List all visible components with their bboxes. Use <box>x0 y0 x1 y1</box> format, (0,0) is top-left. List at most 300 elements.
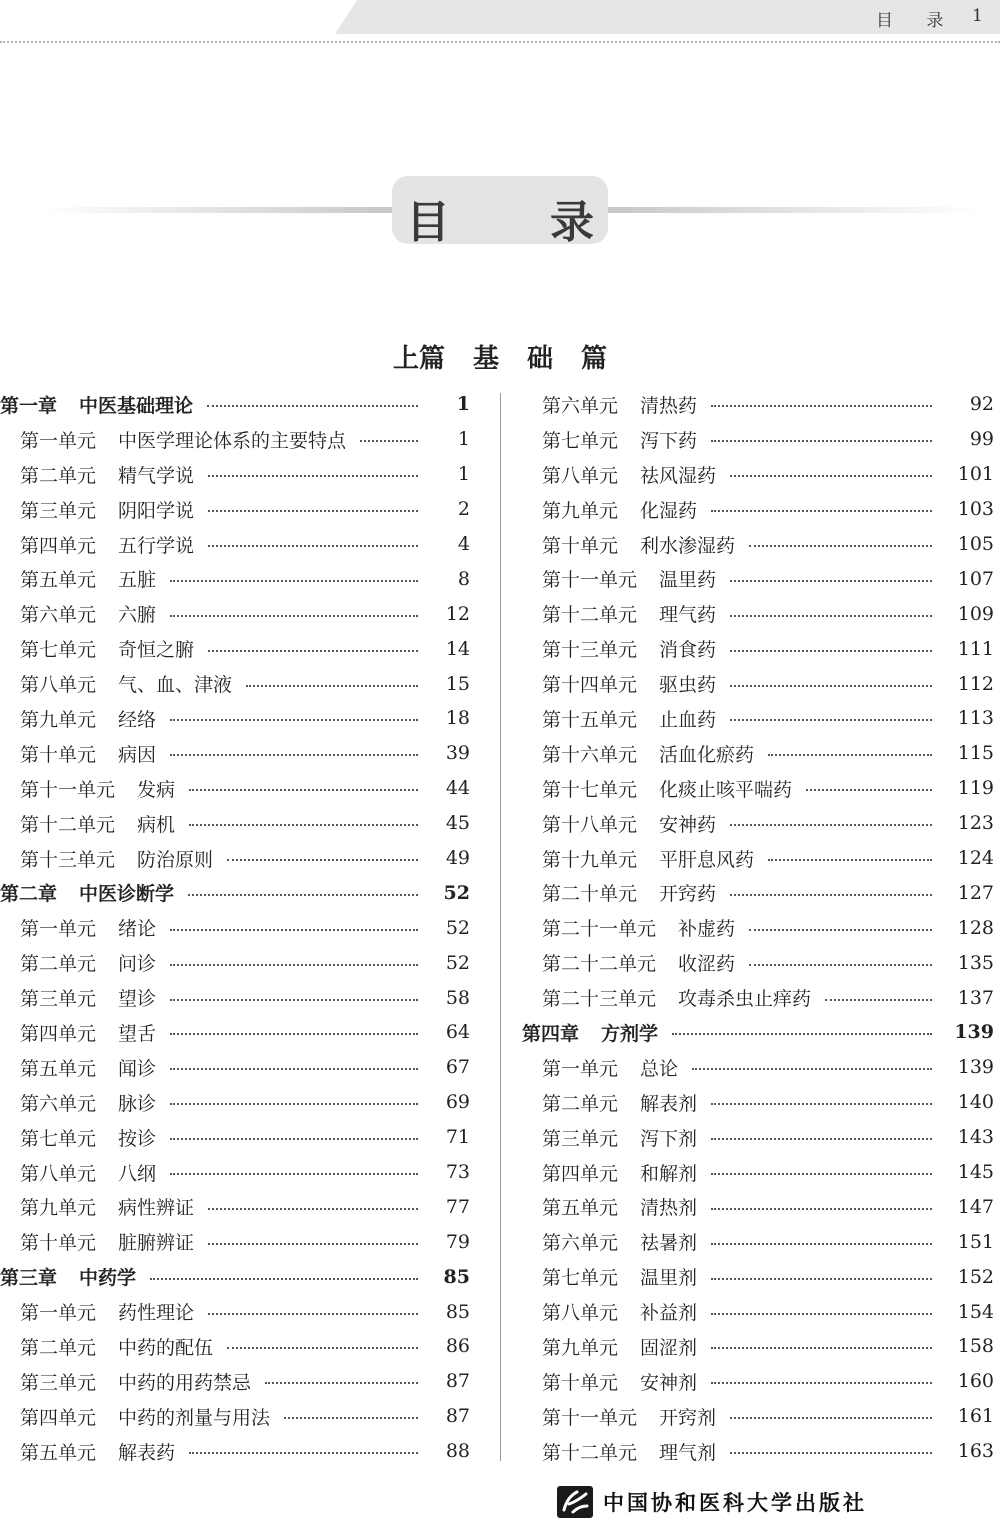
entry-title: 泻下药 <box>640 429 698 452</box>
dot-leader <box>189 1452 418 1454</box>
entry-page-number: 1 <box>457 428 470 451</box>
dot-leader <box>730 1417 932 1419</box>
toc-unit-entry[interactable] <box>0 771 470 806</box>
entry-page-number: 67 <box>445 1056 470 1079</box>
entry-page-number: 58 <box>445 986 470 1009</box>
entry-page-number: 161 <box>957 1405 994 1428</box>
entry-page-number: 49 <box>445 847 470 870</box>
entry-title: 望诊 <box>118 988 157 1011</box>
entry-title: 问诊 <box>118 953 157 976</box>
entry-page-number: 1 <box>457 463 470 486</box>
toc-unit-entry[interactable] <box>0 1329 470 1364</box>
entry-title: 清热剂 <box>640 1197 698 1220</box>
page-title-char-1: 目 <box>406 197 450 248</box>
toc-unit-entry[interactable] <box>522 1294 994 1329</box>
dot-leader <box>711 1173 932 1175</box>
dot-leader <box>170 754 418 756</box>
toc-unit-entry[interactable] <box>522 1364 994 1399</box>
entry-number: 第五单元 <box>20 1057 97 1080</box>
entry-title: 按诊 <box>118 1127 157 1150</box>
entry-number: 第十一单元 <box>542 569 638 592</box>
entry-page-number: 163 <box>957 1440 994 1463</box>
entry-page-number: 64 <box>445 1021 470 1044</box>
entry-title: 五脏 <box>118 569 157 592</box>
entry-title: 发病 <box>137 778 176 801</box>
entry-page-number: 111 <box>957 637 994 660</box>
entry-number: 第九单元 <box>542 1336 619 1359</box>
entry-title: 望舌 <box>118 1022 157 1045</box>
toc-unit-entry[interactable] <box>522 561 994 596</box>
dot-leader <box>265 1382 418 1384</box>
entry-page-number: 18 <box>445 707 470 730</box>
entry-title: 八纲 <box>118 1162 157 1185</box>
entry-page-number: 52 <box>445 916 470 939</box>
entry-page-number: 154 <box>957 1300 994 1323</box>
dot-leader <box>749 964 932 966</box>
toc-unit-entry[interactable] <box>0 841 470 876</box>
dot-leader <box>749 545 932 547</box>
entry-page-number: 152 <box>957 1265 994 1288</box>
entry-title: 开窍剂 <box>659 1406 717 1429</box>
entry-page-number: 88 <box>445 1440 470 1463</box>
page-title <box>392 176 608 248</box>
toc-unit-entry[interactable] <box>522 1155 994 1190</box>
dot-leader <box>208 545 418 547</box>
entry-number: 第二单元 <box>20 1336 97 1359</box>
entry-page-number: 44 <box>445 777 470 800</box>
entry-page-number: 158 <box>957 1335 994 1358</box>
publisher-seal-icon <box>555 1484 595 1520</box>
entry-title: 补虚药 <box>678 918 736 941</box>
entry-page-number: 2 <box>457 498 470 521</box>
entry-title: 理气药 <box>659 604 717 627</box>
entry-page-number: 1 <box>456 393 470 416</box>
entry-number: 第十一单元 <box>20 778 116 801</box>
entry-number: 第一单元 <box>20 1302 97 1325</box>
entry-title: 精气学说 <box>118 464 195 487</box>
entry-page-number: 128 <box>957 916 994 939</box>
dot-leader <box>284 1417 418 1419</box>
entry-number: 第二单元 <box>20 464 97 487</box>
entry-page-number: 15 <box>445 672 470 695</box>
toc-unit-entry[interactable] <box>522 701 994 736</box>
header-page-number: 1 <box>972 6 983 26</box>
entry-page-number: 107 <box>957 567 994 590</box>
entry-page-number: 52 <box>443 881 470 904</box>
entry-title: 驱虫药 <box>659 674 717 697</box>
toc-unit-entry[interactable] <box>0 736 470 771</box>
entry-title: 中医学理论体系的主要特点 <box>118 429 347 452</box>
entry-number: 第六单元 <box>20 1092 97 1115</box>
entry-title: 祛暑剂 <box>640 1232 698 1255</box>
dot-leader <box>730 894 932 896</box>
entry-number: 第十单元 <box>542 534 619 557</box>
entry-title: 祛风湿药 <box>640 464 717 487</box>
entry-number: 第四章 <box>522 1022 580 1045</box>
entry-title: 理气剂 <box>659 1441 717 1464</box>
entry-title: 中医基础理论 <box>79 394 194 417</box>
entry-title: 闻诊 <box>118 1057 157 1080</box>
entry-page-number: 87 <box>445 1405 470 1428</box>
entry-number: 第八单元 <box>20 1162 97 1185</box>
entry-page-number: 85 <box>443 1265 470 1288</box>
entry-page-number: 39 <box>445 742 470 765</box>
toc-unit-entry[interactable] <box>522 631 994 666</box>
toc-unit-entry[interactable] <box>0 457 470 492</box>
dot-leader <box>730 580 932 582</box>
entry-title: 止血药 <box>659 708 717 731</box>
column-divider <box>500 393 501 1461</box>
dot-leader <box>711 1313 932 1315</box>
toc-chapter-entry[interactable] <box>0 1259 470 1294</box>
toc-unit-entry[interactable] <box>0 666 470 701</box>
entry-number: 第三单元 <box>20 988 97 1011</box>
toc-unit-entry[interactable] <box>0 527 470 562</box>
dot-leader <box>825 999 932 1001</box>
part-label: 上篇 <box>392 344 445 374</box>
entry-title: 脏腑辨证 <box>118 1232 195 1255</box>
dot-leader <box>730 1452 932 1454</box>
entry-page-number: 79 <box>445 1230 470 1253</box>
toc-unit-entry[interactable] <box>522 875 994 910</box>
entry-number: 第十四单元 <box>542 674 638 697</box>
entry-title: 温里药 <box>659 569 717 592</box>
dot-leader <box>806 789 932 791</box>
entry-title: 安神剂 <box>640 1371 698 1394</box>
entry-title: 中医诊断学 <box>79 883 175 906</box>
dot-leader <box>246 685 418 687</box>
entry-number: 第十单元 <box>542 1371 619 1394</box>
entry-title: 平肝息风药 <box>659 848 755 871</box>
entry-page-number: 160 <box>957 1370 994 1393</box>
toc-unit-entry[interactable] <box>522 1120 994 1155</box>
entry-number: 第二单元 <box>542 1092 619 1115</box>
dot-leader <box>711 1243 932 1245</box>
entry-title: 病性辨证 <box>118 1197 195 1220</box>
dot-leader <box>730 650 932 652</box>
toc-unit-entry[interactable] <box>0 806 470 841</box>
entry-number: 第七单元 <box>20 639 97 662</box>
toc-unit-entry[interactable] <box>522 1259 994 1294</box>
toc-unit-entry[interactable] <box>0 1085 470 1120</box>
entry-number: 第九单元 <box>20 1197 97 1220</box>
dot-leader <box>711 1208 932 1210</box>
entry-number: 第十三单元 <box>542 639 638 662</box>
entry-number: 第三单元 <box>20 1371 97 1394</box>
toc-unit-entry[interactable] <box>0 1294 470 1329</box>
entry-number: 第五单元 <box>542 1197 619 1220</box>
dot-leader <box>170 964 418 966</box>
entry-page-number: 140 <box>957 1091 994 1114</box>
entry-page-number: 143 <box>957 1126 994 1149</box>
toc-unit-entry[interactable] <box>0 1364 470 1399</box>
toc-unit-entry[interactable] <box>0 1224 470 1259</box>
toc-unit-entry[interactable] <box>522 492 994 527</box>
dot-leader <box>711 510 932 512</box>
entry-title: 解表剂 <box>640 1092 698 1115</box>
toc-unit-entry[interactable] <box>522 910 994 945</box>
toc-chapter-entry[interactable] <box>522 1015 994 1050</box>
toc-unit-entry[interactable] <box>0 631 470 666</box>
entry-page-number: 137 <box>957 986 994 1009</box>
entry-number: 第十单元 <box>20 1232 97 1255</box>
entry-title: 化湿药 <box>640 499 698 522</box>
entry-title: 中药的配伍 <box>118 1336 214 1359</box>
dot-leader <box>711 1103 932 1105</box>
toc-unit-entry[interactable] <box>522 806 994 841</box>
entry-page-number: 4 <box>457 533 470 555</box>
entry-page-number: 87 <box>445 1370 470 1393</box>
entry-number: 第十单元 <box>20 743 97 766</box>
toc-unit-entry[interactable] <box>522 771 994 806</box>
toc-unit-entry[interactable] <box>0 945 470 980</box>
entry-number: 第七单元 <box>542 429 619 452</box>
entry-title: 经络 <box>118 708 157 731</box>
entry-page-number: 8 <box>457 567 470 590</box>
dot-leader <box>170 1033 418 1035</box>
entry-title: 气、血、津液 <box>118 674 233 697</box>
entry-title: 中药的剂量与用法 <box>118 1406 271 1429</box>
entry-page-number: 119 <box>957 777 994 800</box>
page-title-char-2: 录 <box>550 197 594 248</box>
publisher-footer <box>555 1482 867 1522</box>
dot-leader <box>170 580 418 582</box>
entry-number: 第二单元 <box>20 953 97 976</box>
dot-leader <box>711 440 932 442</box>
entry-number: 第二十二单元 <box>542 953 657 976</box>
entry-page-number: 52 <box>445 951 470 974</box>
entry-page-number: 99 <box>969 428 994 451</box>
entry-page-number: 12 <box>445 602 470 625</box>
entry-title: 解表药 <box>118 1441 176 1464</box>
dot-leader <box>188 894 418 896</box>
dot-leader <box>208 1313 418 1315</box>
entry-number: 第八单元 <box>542 464 619 487</box>
entry-page-number: 77 <box>445 1195 470 1218</box>
entry-number: 第十七单元 <box>542 778 638 801</box>
entry-title: 六腑 <box>118 604 157 627</box>
entry-number: 第十二单元 <box>542 604 638 627</box>
dot-leader <box>730 685 932 687</box>
entry-page-number: 113 <box>957 707 994 730</box>
entry-number: 第二章 <box>0 883 58 906</box>
toc-unit-entry[interactable] <box>522 422 994 457</box>
toc-unit-entry[interactable] <box>522 1050 994 1085</box>
entry-number: 第四单元 <box>542 1162 619 1185</box>
dot-leader <box>730 615 932 617</box>
entry-page-number: 14 <box>445 637 470 660</box>
entry-title: 方剂学 <box>601 1022 659 1045</box>
entry-title: 脉诊 <box>118 1092 157 1115</box>
entry-number: 第十二单元 <box>20 813 116 836</box>
entry-title: 绪论 <box>118 918 157 941</box>
toc-unit-entry[interactable] <box>522 527 994 562</box>
toc-unit-entry[interactable] <box>0 1015 470 1050</box>
toc-unit-entry[interactable] <box>0 596 470 631</box>
entry-page-number: 145 <box>957 1161 994 1184</box>
entry-title: 病因 <box>118 743 157 766</box>
dot-leader <box>227 1347 418 1349</box>
entry-number: 第十八单元 <box>542 813 638 836</box>
entry-page-number: 139 <box>957 1056 994 1079</box>
entry-title: 阴阳学说 <box>118 499 195 522</box>
entry-title: 消食药 <box>659 639 717 662</box>
dot-leader <box>360 440 418 442</box>
entry-page-number: 86 <box>445 1335 470 1358</box>
toc-unit-entry[interactable] <box>0 1434 470 1469</box>
dot-leader <box>227 859 418 861</box>
entry-number: 第九单元 <box>542 499 619 522</box>
entry-number: 第八单元 <box>542 1302 619 1325</box>
toc-unit-entry[interactable] <box>522 457 994 492</box>
entry-title: 奇恒之腑 <box>118 639 195 662</box>
entry-page-number: 151 <box>957 1230 994 1253</box>
toc-unit-entry[interactable] <box>522 1434 994 1469</box>
entry-number: 第十九单元 <box>542 848 638 871</box>
entry-number: 第三章 <box>0 1267 58 1290</box>
toc-left-column <box>0 387 470 1469</box>
entry-page-number: 112 <box>957 672 994 695</box>
part-name: 基础篇 <box>473 344 636 374</box>
entry-title: 泻下剂 <box>640 1127 698 1150</box>
toc-unit-entry[interactable] <box>522 1399 994 1434</box>
entry-title: 攻毒杀虫止痒药 <box>678 988 812 1011</box>
dot-leader <box>768 859 932 861</box>
entry-title: 药性理论 <box>118 1302 195 1325</box>
dot-leader <box>711 1347 932 1349</box>
toc-unit-entry[interactable] <box>0 1399 470 1434</box>
toc-unit-entry[interactable] <box>0 910 470 945</box>
dot-leader <box>730 824 932 826</box>
toc-unit-entry[interactable] <box>522 1189 994 1224</box>
title-rule-right <box>600 207 980 213</box>
entry-number: 第四单元 <box>20 534 97 557</box>
entry-number: 第十一单元 <box>542 1406 638 1429</box>
entry-number: 第三单元 <box>20 499 97 522</box>
dot-leader <box>170 929 418 931</box>
entry-page-number: 85 <box>445 1300 470 1323</box>
entry-number: 第五单元 <box>20 1441 97 1464</box>
entry-number: 第十六单元 <box>542 743 638 766</box>
toc-unit-entry[interactable] <box>522 980 994 1015</box>
toc-chapter-entry[interactable] <box>0 875 470 910</box>
entry-title: 活血化瘀药 <box>659 743 755 766</box>
toc-unit-entry[interactable] <box>522 1224 994 1259</box>
dot-leader <box>730 719 932 721</box>
title-rule-left <box>40 207 400 213</box>
dot-leader <box>208 475 418 477</box>
entry-title: 总论 <box>640 1057 679 1080</box>
toc-unit-entry[interactable] <box>522 1329 994 1364</box>
toc-unit-entry[interactable] <box>522 841 994 876</box>
publisher-name: 中国协和医科大学出版社 <box>603 1491 867 1515</box>
dot-leader <box>170 719 418 721</box>
dot-leader <box>768 754 932 756</box>
running-header <box>0 0 1000 44</box>
toc-unit-entry[interactable] <box>0 1155 470 1190</box>
entry-page-number: 71 <box>445 1126 470 1149</box>
toc-unit-entry[interactable] <box>0 1189 470 1224</box>
entry-title: 病机 <box>137 813 176 836</box>
dot-leader <box>189 824 418 826</box>
entry-number: 第七单元 <box>542 1267 619 1290</box>
entry-title: 和解剂 <box>640 1162 698 1185</box>
dot-leader <box>711 405 932 407</box>
toc-unit-entry[interactable] <box>0 701 470 736</box>
dot-leader <box>208 1243 418 1245</box>
entry-page-number: 103 <box>957 498 994 521</box>
toc-unit-entry[interactable] <box>522 945 994 980</box>
header-title: 目 录 <box>876 11 958 31</box>
entry-page-number: 147 <box>957 1195 994 1218</box>
dot-leader <box>730 475 932 477</box>
toc-unit-entry[interactable] <box>0 1050 470 1085</box>
header-dotted-rule <box>0 41 1000 43</box>
dot-leader <box>189 789 418 791</box>
entry-number: 第三单元 <box>542 1127 619 1150</box>
entry-number: 第六单元 <box>542 394 619 417</box>
entry-page-number: 105 <box>957 533 994 555</box>
toc-unit-entry[interactable] <box>0 980 470 1015</box>
entry-title: 固涩剂 <box>640 1336 698 1359</box>
entry-page-number: 101 <box>957 463 994 486</box>
toc-unit-entry[interactable] <box>522 736 994 771</box>
entry-number: 第八单元 <box>20 674 97 697</box>
dot-leader <box>170 1068 418 1070</box>
dot-leader <box>170 1173 418 1175</box>
entry-number: 第一单元 <box>20 429 97 452</box>
toc-unit-entry[interactable] <box>522 387 994 422</box>
dot-leader <box>208 650 418 652</box>
toc-unit-entry[interactable] <box>0 422 470 457</box>
dot-leader <box>208 1208 418 1210</box>
dot-leader <box>207 405 418 407</box>
toc-unit-entry[interactable] <box>0 561 470 596</box>
entry-page-number: 45 <box>445 812 470 835</box>
toc-chapter-entry[interactable] <box>0 387 470 422</box>
dot-leader <box>170 999 418 1001</box>
toc-unit-entry[interactable] <box>522 666 994 701</box>
dot-leader <box>208 510 418 512</box>
dot-leader <box>170 615 418 617</box>
entry-number: 第二十一单元 <box>542 918 657 941</box>
entry-title: 中药学 <box>79 1267 137 1290</box>
entry-page-number: 139 <box>954 1021 994 1044</box>
entry-page-number: 115 <box>957 742 994 765</box>
entry-page-number: 73 <box>445 1161 470 1184</box>
entry-page-number: 109 <box>957 602 994 625</box>
toc-unit-entry[interactable] <box>0 492 470 527</box>
entry-title: 防治原则 <box>137 848 214 871</box>
entry-page-number: 69 <box>445 1091 470 1114</box>
entry-number: 第十二单元 <box>542 1441 638 1464</box>
entry-page-number: 124 <box>957 847 994 870</box>
toc-unit-entry[interactable] <box>0 1120 470 1155</box>
entry-title: 开窍药 <box>659 883 717 906</box>
entry-title: 补益剂 <box>640 1302 698 1325</box>
toc-unit-entry[interactable] <box>522 1085 994 1120</box>
entry-number: 第七单元 <box>20 1127 97 1150</box>
toc-right-column <box>522 387 994 1469</box>
dot-leader <box>170 1103 418 1105</box>
entry-page-number: 92 <box>969 393 994 416</box>
entry-title: 清热药 <box>640 394 698 417</box>
entry-number: 第十三单元 <box>20 848 116 871</box>
toc-unit-entry[interactable] <box>522 596 994 631</box>
entry-number: 第六单元 <box>542 1232 619 1255</box>
entry-page-number: 123 <box>957 812 994 835</box>
entry-number: 第四单元 <box>20 1022 97 1045</box>
